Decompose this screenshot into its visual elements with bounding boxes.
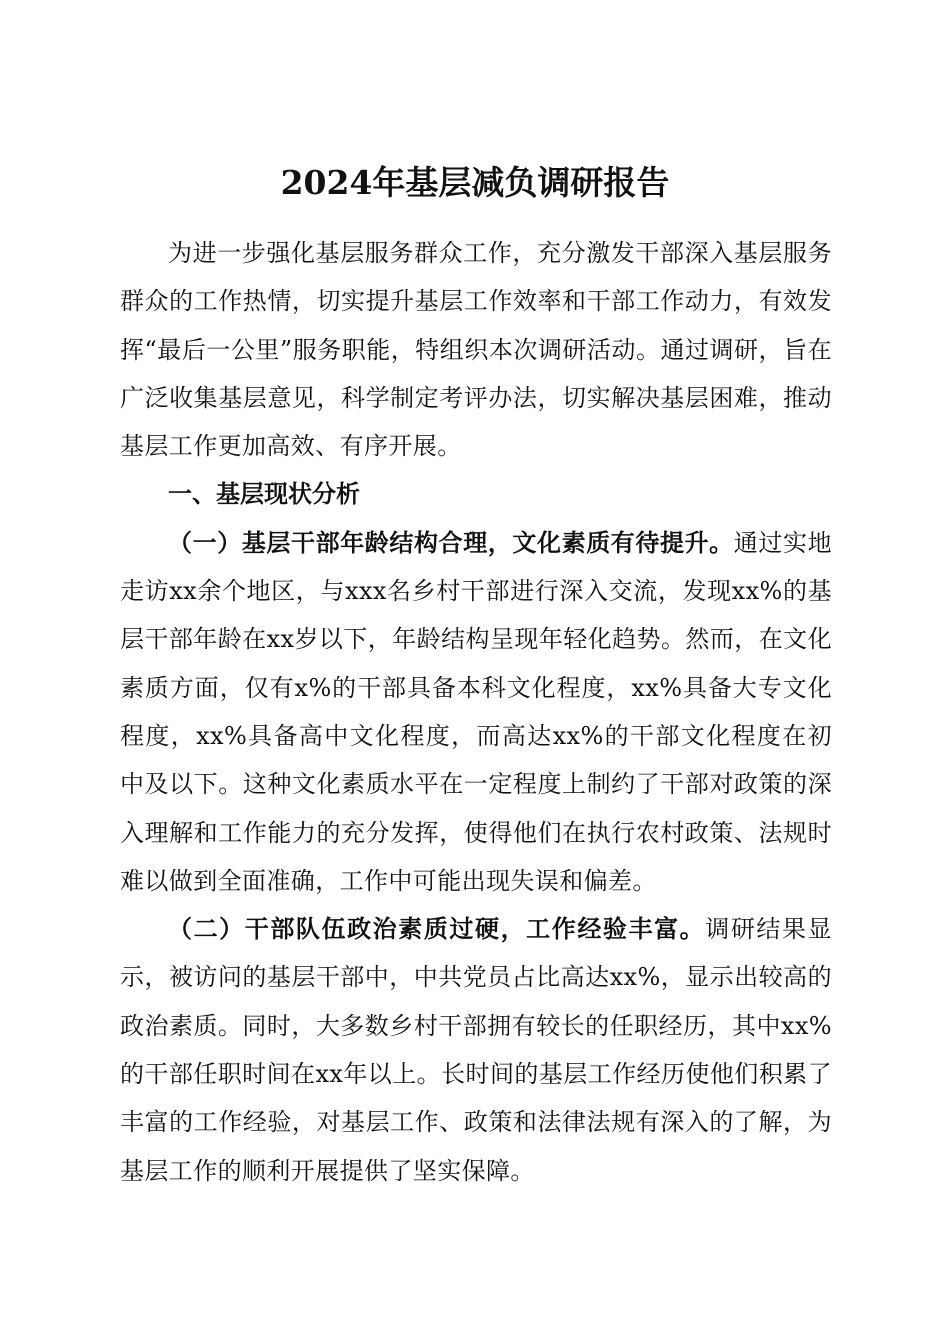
- subsection-paragraph-1: [120, 519, 832, 905]
- subsection-paragraph-2: [120, 905, 832, 1195]
- subsection-text-1: 通过实地走访xx余个地区，与xxx名乡村干部进行深入交流，发现xx%的基层干部年龄在xx岁以下，年龄结构呈现年轻化趋势。然而，在文化素质方面，仅有x%的干部具备本科文化程度，xx%具备大专文化程度，xx%具备高中文化程度，而高达xx%的干部文化程度在初中及以下。这种文化素质水平在一定程度上制约了干部对政策的深入理解和工作能力的充分发挥，使得他们在执行农村政策、法规时难以做到全面准确，工作中可能出现失误和偏差。: [120, 528, 832, 895]
- document-title: 2024年基层减负调研报告: [280, 163, 670, 203]
- subsection-heading-1: （一）基层干部年龄结构合理，文化素质有待提升。: [168, 528, 734, 557]
- document-body: [120, 229, 832, 1195]
- subsection-text-2: 调研结果显示，被访问的基层干部中，中共党员占比高达xx%，显示出较高的政治素质。同时，大多数乡村干部拥有较长的任职经历，其中xx%的干部任职时间在xx年以上。长时间的基层工作经历使他们积累了丰富的工作经验，对基层工作、政策和法律法规有深入的了解，为基层工作的顺利开展提供了坚实保障。: [120, 915, 833, 1185]
- intro-paragraph: 为进一步强化基层服务群众工作，充分激发干部深入基层服务群众的工作热情，切实提升基层工作效率和干部工作动力，有效发挥“最后一公里”服务职能，特组织本次调研活动。通过调研，旨在广泛收集基层意见，科学制定考评办法，切实解决基层困难，推动基层工作更加高效、有序开展。: [120, 239, 832, 461]
- section-heading: 一、基层现状分析: [168, 480, 360, 509]
- subsection-heading-2: （二）干部队伍政治素质过硬，工作经验丰富。: [168, 915, 706, 944]
